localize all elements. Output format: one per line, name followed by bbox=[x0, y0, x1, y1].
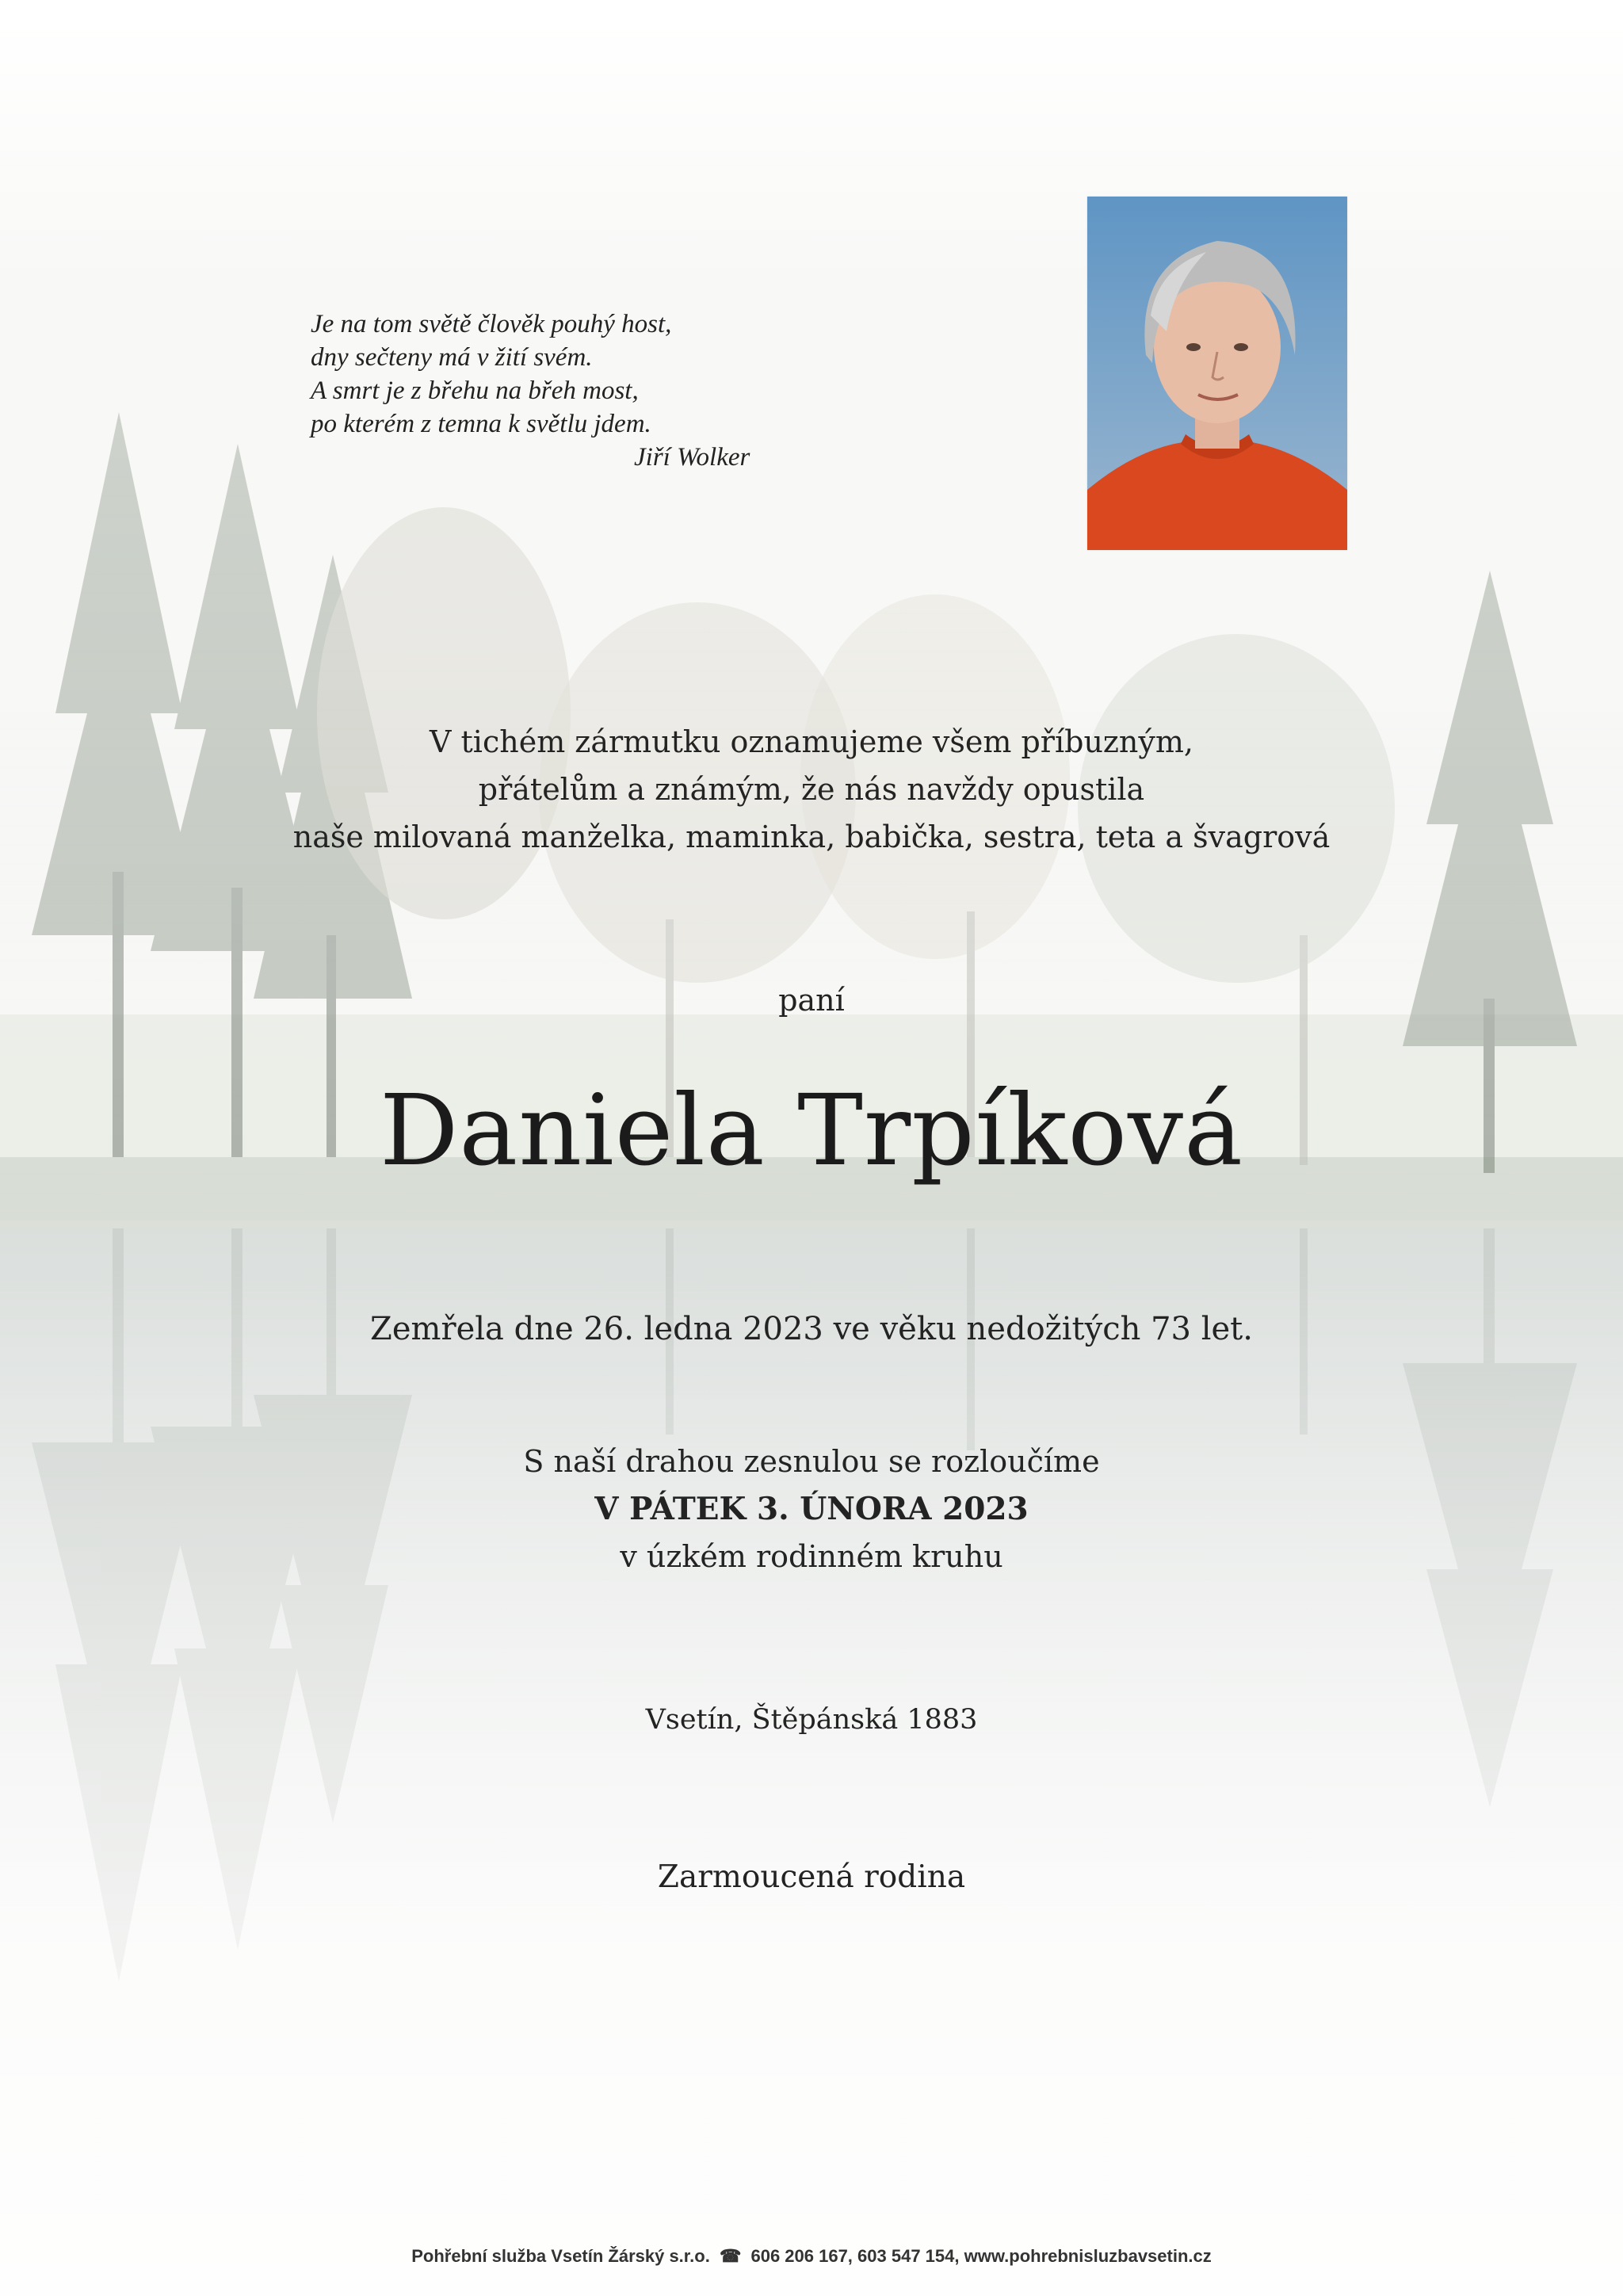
poem-author: Jiří Wolker bbox=[634, 443, 750, 472]
poem-line: po kterém z temna k světlu jdem. bbox=[311, 410, 651, 438]
deceased-name: Daniela Trpíková bbox=[379, 1074, 1244, 1188]
footer-company: Pohřební služba Vsetín Žárský s.r.o. bbox=[411, 2246, 710, 2266]
farewell-block bbox=[0, 1438, 1623, 1580]
address: Vsetín, Štěpánská 1883 bbox=[645, 1704, 978, 1736]
portrait-photo bbox=[1087, 197, 1347, 550]
portrait-icon bbox=[1087, 197, 1347, 550]
farewell-line: S naší drahou zesnulou se rozloučíme bbox=[523, 1444, 1100, 1479]
phone-icon: ☎ bbox=[719, 2246, 742, 2266]
announcement-line: přátelům a známým, že nás navždy opustila bbox=[478, 772, 1145, 807]
announcement-line: V tichém zármutku oznamujeme všem příbuzným, bbox=[430, 724, 1193, 759]
footer bbox=[0, 2246, 1623, 2267]
footer-website[interactable]: www.pohrebnisluzbavsetin.cz bbox=[964, 2246, 1212, 2266]
announcement-line: naše milovaná manželka, maminka, babička, sestra, teta a švagrová bbox=[292, 819, 1331, 854]
poem-line: dny sečteny má v žití svém. bbox=[311, 343, 593, 372]
signature: Zarmoucená rodina bbox=[657, 1859, 966, 1895]
poem-line: A smrt je z břehu na břeh most, bbox=[311, 376, 639, 405]
honorific: paní bbox=[778, 983, 845, 1018]
poem-line: Je na tom světě člověk pouhý host, bbox=[311, 310, 672, 338]
announcement bbox=[0, 718, 1623, 861]
poem bbox=[311, 308, 786, 474]
death-line: Zemřela dne 26. ledna 2023 ve věku nedožitých 73 let. bbox=[370, 1311, 1253, 1347]
footer-phones: 606 206 167, 603 547 154, bbox=[750, 2246, 960, 2266]
farewell-date: V PÁTEK 3. ÚNORA 2023 bbox=[594, 1491, 1029, 1527]
farewell-line: v úzkém rodinném kruhu bbox=[620, 1539, 1003, 1574]
